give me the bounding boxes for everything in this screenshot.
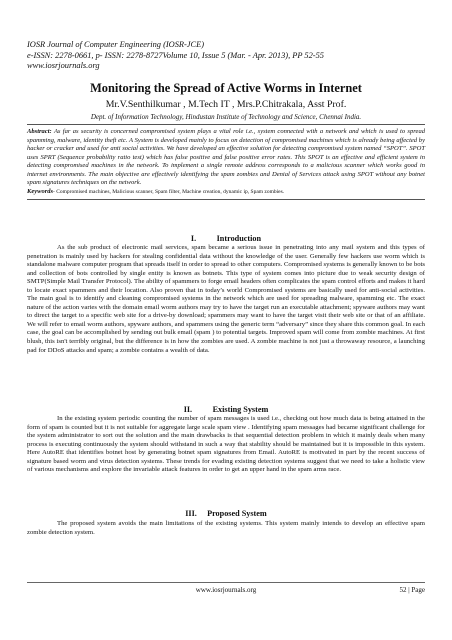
footer-website: www.iosrjournals.org [195,586,257,594]
abstract [27,128,425,188]
journal-issn: e-ISSN: 2278-0661, p- ISSN: 2278-8727Volume 10, Issue 5 (Mar. - Apr. 2013), PP 52-55 [27,50,324,60]
introduction-text: As the sub product of electronic mail services, spam became a serious issue in penetrating into any mail system and this types of penetration is mainly used by hackers for stealing confidential data without the knowledge of the user. Generally few hackers use worm which is standalone malware computer program that spreads itself in order to spread to other computers. Compromised systems is generally known to be bots and collection of bots controlled by single entity is known as botnets. This type of system comes into picture due to weak security design of SMTP(Simple Mail Transfer Protocol). The ability of spammers to forge email headers often complicates the spam control efforts and makes it hard to locate exact spammers and their location. Also proven that in today’s world Compromised systems are basically used for anti-social activities. The main goal is to identify and cleaning compromised systems in the network which are used for spreading malware, spamming etc. The exact nature of the action varies with the domain email worm authors may try to have the target run an executable attachment; spyware authors may want to direct the target to a specific web site for a drive-by download; spammers may want to have the target visit their web site or that of an affiliate. We will refer to email worm authors, spyware authors, and spammers using the generic term “adversary” since they share this common goal. In each case, the goal can be accomplished by sending out bulk email (spam ) to potential targets. Improved spam will come from zombie machines. At first blush, this isn't terribly original, but the difference is in how the zombies are used. A zombie machine is not just a throwaway resource, a launching pad for DDoS attacks and spam; a zombie contains a wealth of data. [27,244,425,354]
section-heading-existing-system: II. Existing System [183,405,269,414]
keywords [27,188,425,196]
keywords-text: - Compromised machines, Malicious scanner, Spam filter, Machine creation, dynamic ip, Spam zombies. [53,188,285,195]
journal-header [27,40,427,72]
abstract-text: As far as security is concerned compromised system plays a vital role i.e., system connected with a network and which is used to spread spamming, malware, identity theft etc. A System is developed mainly to focus on detection of compromised machines which is already being affected by hacker or cracker and used for anti social activities. We have developed an effective solution for detecting compromised system named “SPOT”. SPOT uses SPRT (Sequence probability ratio test) which has false positive and false positive error rates. This SPOT is an effective and efficient system in detecting compromised machines in the network. To implement a single remote address corresponds to a malicious scanner which works good in internet environments. The main objective are effectively identifying the spam zombies and Denial of Services attack using SPOT without any botnet spam signatures techniques on the network. [27,128,425,186]
footer-divider [27,582,425,583]
section-body-proposed-system [27,520,425,537]
existing-system-text: In the existing system periodic counting the number of spam messages is used i.e., checking out how much data is being attained in the form of spam is counted but it is not suitable for aggregate large scale spam view . Identifying spam messages had became significant challenge for the system administrator to sort out the solution and the main drawbacks is that sequential detection problem in which it mainly deals when many process is executing continuously the system should withstand in such a way that stability should be maintained but it is impossible in this system. Here AutoRE that identifies botnet host by generating botnet spam signatures from Email. AutoRE is motivated in part by the recent success of signature based worm and virus detection systems. These trends for evading existing detection systems suggest that we need to take a holistic view of various mechanisms and explore the invariable attack features in order to get an upper hand in the spam arms race. [27,415,425,474]
paper-authors: Mr.V.Senthilkumar , M.Tech IT , Mrs.P.Chitrakala, Asst Prof. [105,99,347,110]
section-heading-introduction: I. Introduction [190,234,262,243]
journal-name: IOSR Journal of Computer Engineering (IOSR-JCE) [27,40,205,49]
section-heading-proposed-system: III. Proposed System [185,509,267,518]
footer-page-number: 52 | Page [399,586,425,594]
section-body-introduction [27,244,425,355]
paper-title: Monitoring the Spread of Active Worms in Internet [90,81,362,95]
keywords-label: Keywords [27,187,53,195]
abstract-block [27,124,425,200]
journal-website: www.iosrjournals.org [27,61,100,71]
proposed-system-text: The proposed system avoids the main limitations of the existing systems. This system mainly intends to develop an effective spam zombie detection system. [27,520,425,536]
section-body-existing-system [27,415,425,475]
author-affiliation: Dept. of Information Technology, Hindustan Institute of Technology and Science, Chennai India. [90,113,362,121]
abstract-label: Abstract: [27,128,52,135]
